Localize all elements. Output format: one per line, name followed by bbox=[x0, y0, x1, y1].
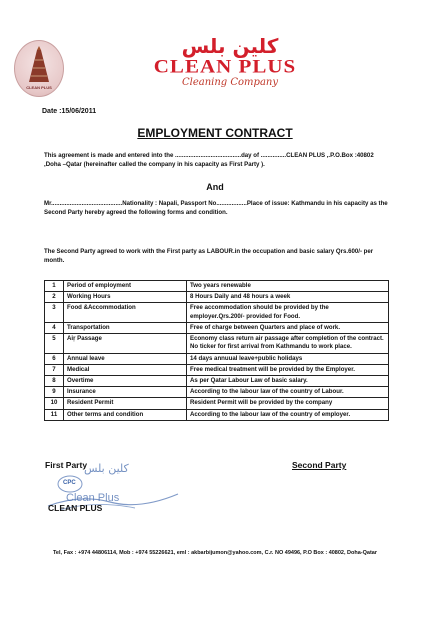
term-number: 8 bbox=[45, 375, 64, 386]
terms-table bbox=[44, 280, 389, 421]
term-item: Other terms and condition bbox=[64, 409, 187, 420]
term-detail: As per Qatar Labour Law of basic salary. bbox=[187, 375, 389, 386]
intro-paragraph: This agreement is made and entered into the .......................................day of ...............CLEAN PLUS ,.P.O.Box :40802 ,Doha –Qatar (hereinafter called the company in his capacity as First Party ). bbox=[44, 152, 374, 168]
term-number: 11 bbox=[45, 409, 64, 420]
term-detail: Free accommodation should be provided by the employer.Qrs.200/- provided for Food. bbox=[187, 303, 389, 322]
table-row bbox=[45, 334, 389, 353]
table-row bbox=[45, 281, 389, 292]
term-number: 4 bbox=[45, 322, 64, 333]
term-detail: 8 Hours Daily and 48 hours a week bbox=[187, 292, 389, 303]
term-number: 10 bbox=[45, 398, 64, 409]
table-row bbox=[45, 398, 389, 409]
stamp-arabic-text: كلين بلس bbox=[84, 462, 129, 475]
term-number: 2 bbox=[45, 292, 64, 303]
footer-contact: Tel, Fax : +974 44806114, Mob : +974 55226621, eml : akbarbijumon@yahoo.com, C.r. NO 49496, P.O Box : 40802, Doha-Qatar bbox=[52, 550, 377, 556]
term-detail: Two years renewable bbox=[187, 281, 389, 292]
agreement-paragraph: The Second Party agreed to work with the First party as LABOUR.in the occupation and basic salary Qrs.600/- per month. bbox=[44, 248, 374, 264]
term-detail: According to the labour law of the country of employer. bbox=[187, 409, 389, 420]
term-number: 6 bbox=[45, 353, 64, 364]
table-row bbox=[45, 409, 389, 420]
table-row bbox=[45, 353, 389, 364]
term-number: 7 bbox=[45, 364, 64, 375]
second-party-paragraph: Mr..........................................Nationality : Napali, Passport No..................Place of issue: Kathmandu in his capacity as the Second Party hereby agreed the following forms and condition. bbox=[44, 200, 388, 216]
term-number: 1 bbox=[45, 281, 64, 292]
document-title: EMPLOYMENT CONTRACT bbox=[137, 126, 293, 140]
term-item: Resident Permit bbox=[64, 398, 187, 409]
term-detail: 14 days annuual leave+public holidays bbox=[187, 353, 389, 364]
term-item: Food &Accommodation bbox=[64, 303, 187, 322]
logo-caption: CLEAN PLUS bbox=[26, 85, 52, 90]
term-detail: According to the labour law of the country of Labour. bbox=[187, 387, 389, 398]
table-row bbox=[45, 292, 389, 303]
brand-name: CLEAN PLUS bbox=[153, 55, 297, 78]
stamp-code: CPC bbox=[63, 480, 76, 486]
term-item: Annual leave bbox=[64, 353, 187, 364]
term-detail: Free medical treatment will be provided by the Employer. bbox=[187, 364, 389, 375]
table-row bbox=[45, 322, 389, 333]
brand-arabic-name: كلين بلس bbox=[181, 34, 279, 58]
term-item: Working Hours bbox=[64, 292, 187, 303]
table-row bbox=[45, 375, 389, 386]
term-item: Aiŗ Passage bbox=[64, 334, 187, 353]
term-item: Medical bbox=[64, 364, 187, 375]
term-detail: Free of charge between Quarters and place of work. bbox=[187, 322, 389, 333]
term-number: 9 bbox=[45, 387, 64, 398]
document-date: Date :15/06/2011 bbox=[42, 108, 97, 115]
tower-icon bbox=[23, 46, 55, 82]
and-label: And bbox=[206, 182, 224, 192]
term-item: Transportation bbox=[64, 322, 187, 333]
term-number: 5 bbox=[45, 334, 64, 353]
brand-tagline: Cleaning Company bbox=[182, 77, 278, 88]
term-detail: Resident Permit will be provided by the company bbox=[187, 398, 389, 409]
stamp-name: Clean Plus bbox=[66, 492, 120, 504]
second-party-label: Second Party bbox=[292, 460, 347, 470]
term-number: 3 bbox=[45, 303, 64, 322]
first-party-label: First Party bbox=[45, 460, 88, 470]
table-row bbox=[45, 387, 389, 398]
term-item: Period of employment bbox=[64, 281, 187, 292]
term-detail: Economy class return air passage after completion of the contract. No ticker for first arrival from Kathmandu to work place. bbox=[187, 334, 389, 353]
table-row bbox=[45, 364, 389, 375]
company-logo bbox=[14, 40, 64, 97]
table-row bbox=[45, 303, 389, 322]
company-signature-name: CLEAN PLUS bbox=[48, 503, 103, 513]
term-item: Overtime bbox=[64, 375, 187, 386]
term-item: Insurance bbox=[64, 387, 187, 398]
